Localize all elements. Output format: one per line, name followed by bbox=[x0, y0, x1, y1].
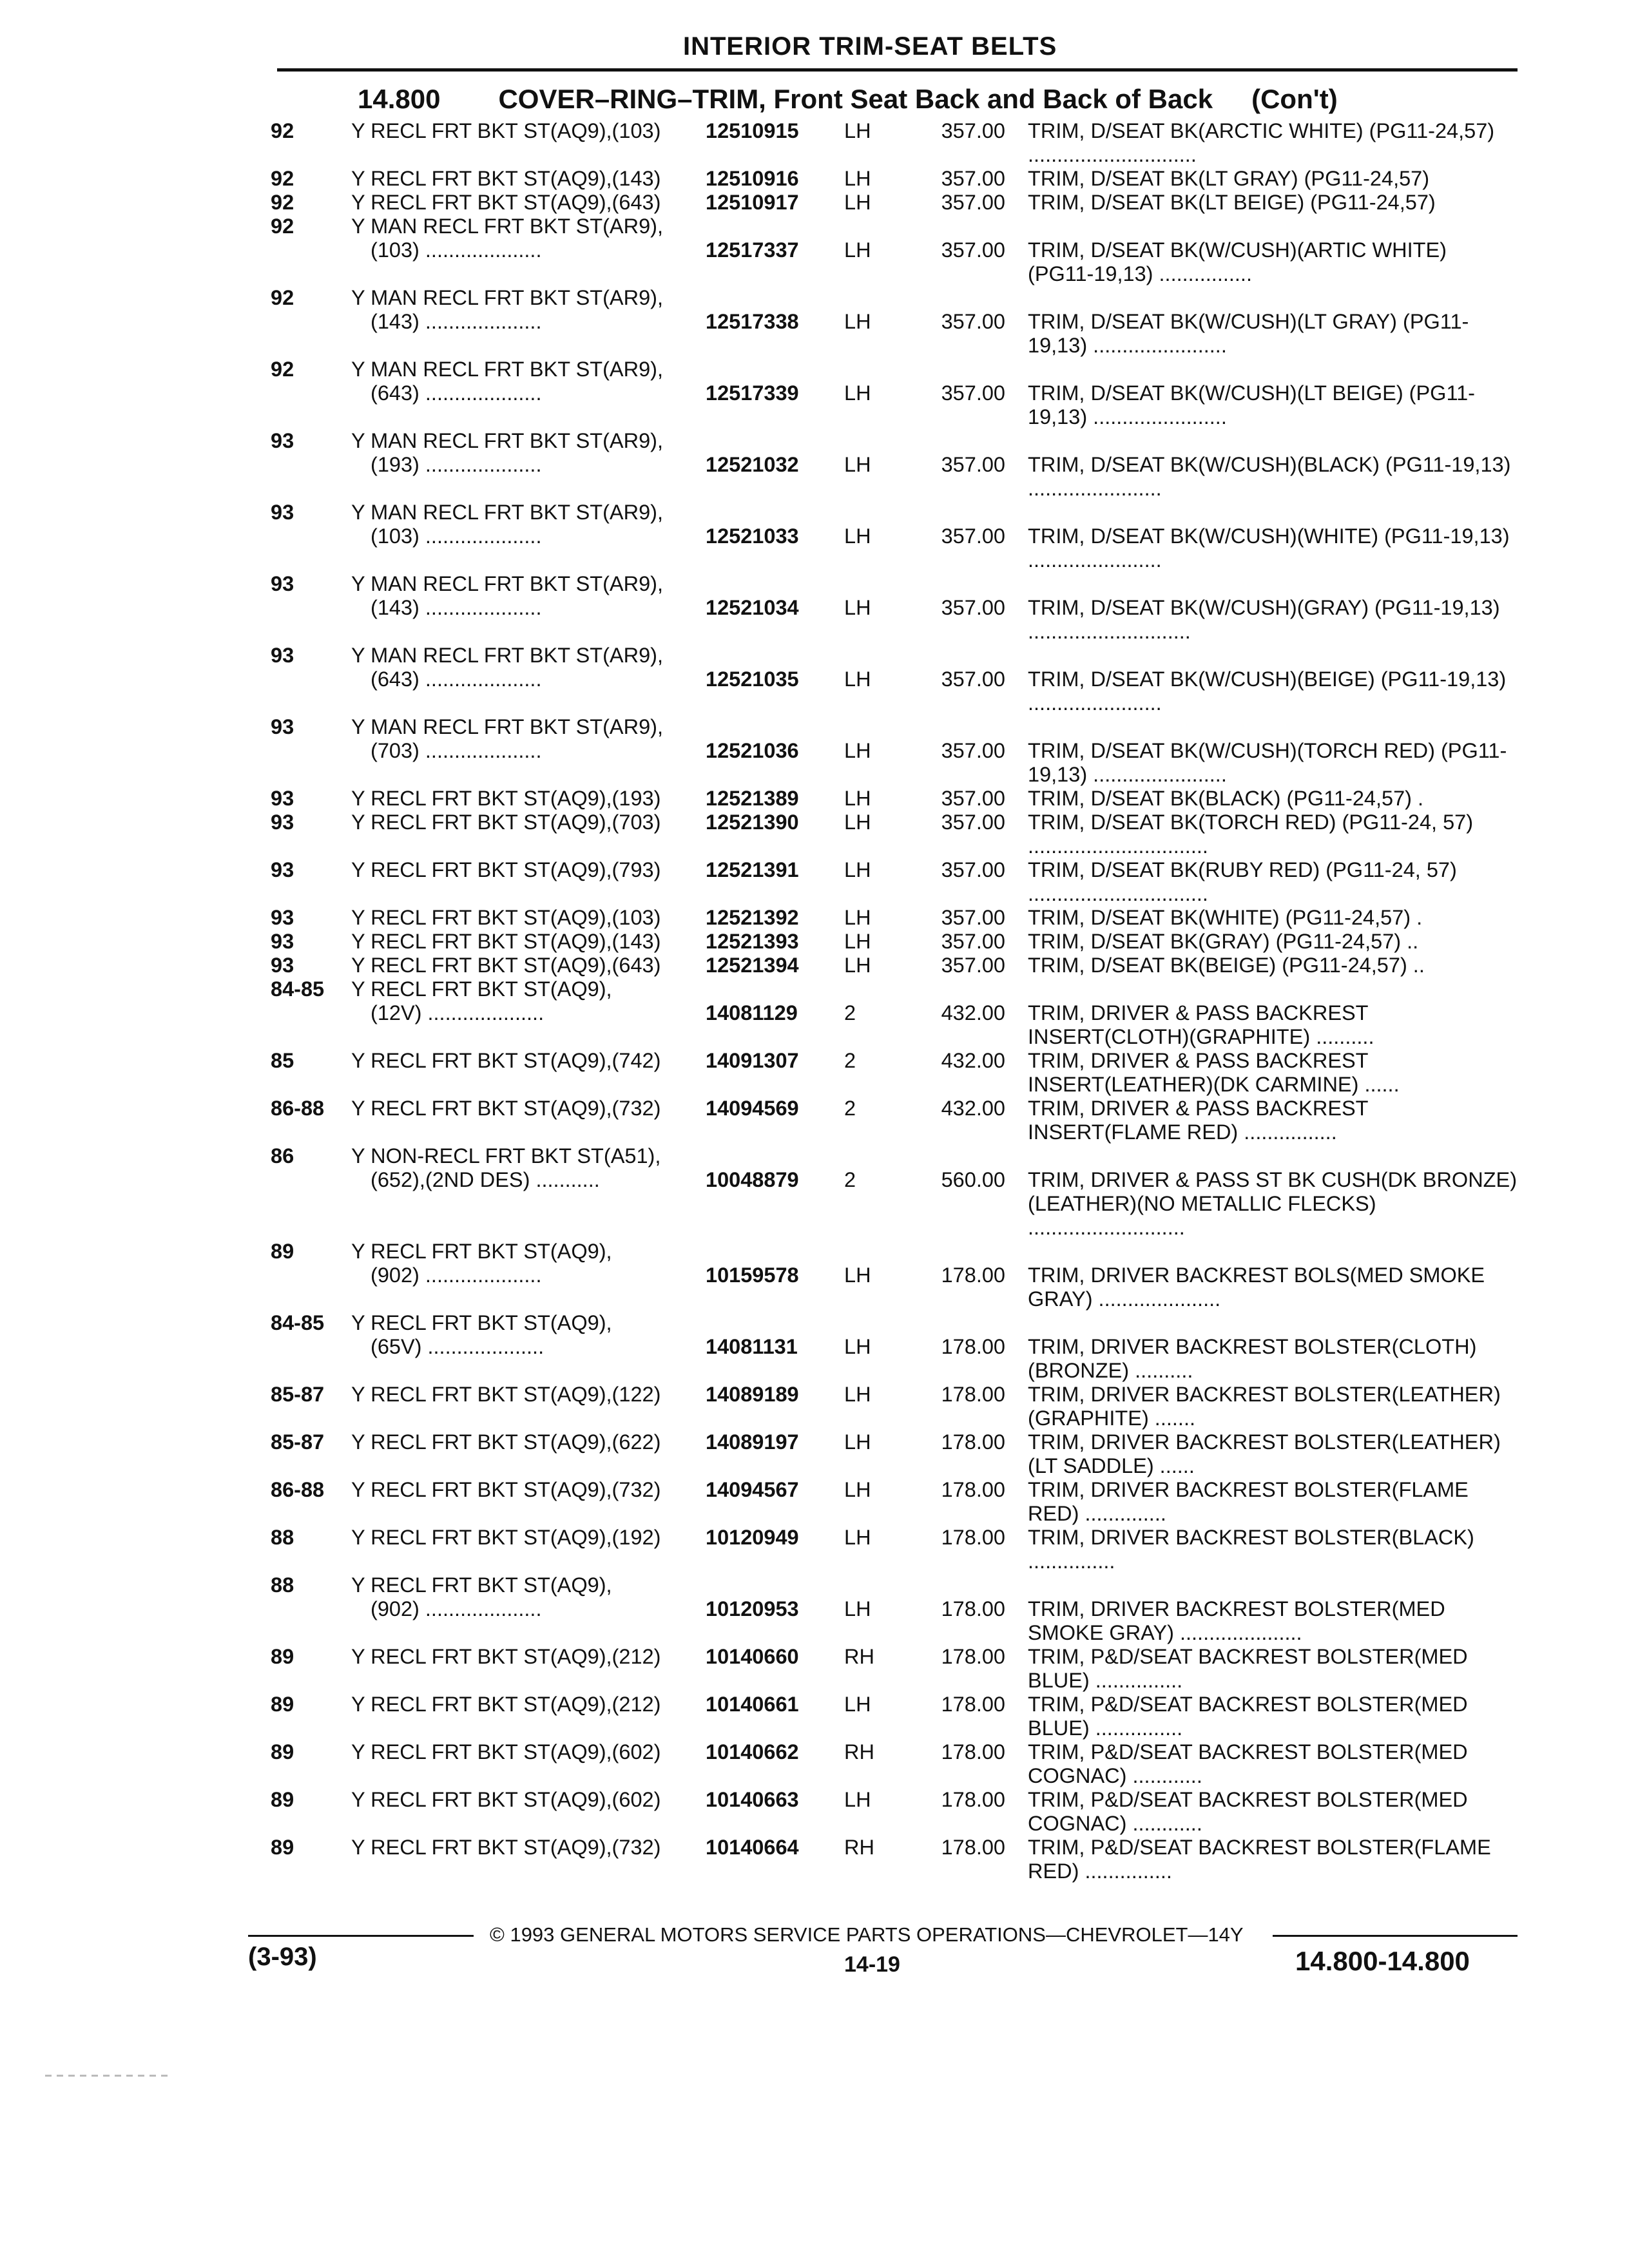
part-number: 14089197 bbox=[706, 1430, 799, 1454]
quantity: LH bbox=[844, 1788, 871, 1811]
usage-line: (703) .................... bbox=[371, 739, 542, 762]
price: 357.00 bbox=[941, 310, 1005, 333]
price: 178.00 bbox=[941, 1645, 1005, 1668]
quantity: RH bbox=[844, 1645, 874, 1668]
table-row bbox=[0, 858, 1629, 906]
part-number: 12521394 bbox=[706, 954, 799, 977]
table-row bbox=[0, 1740, 1629, 1788]
section-number: 14.800 bbox=[358, 84, 441, 114]
quantity: LH bbox=[844, 596, 871, 619]
price: 357.00 bbox=[941, 930, 1005, 953]
part-name: TRIM, D/SEAT BK(BLACK) (PG11-24,57) . bbox=[1028, 787, 1424, 810]
usage-line: Y RECL FRT BKT ST(AQ9),(703) bbox=[351, 811, 661, 834]
usage-line: Y MAN RECL FRT BKT ST(AR9), bbox=[351, 286, 663, 309]
part-number: 12521036 bbox=[706, 739, 799, 762]
part-number: 12521034 bbox=[706, 596, 799, 619]
price: 178.00 bbox=[941, 1526, 1005, 1549]
part-name: TRIM, D/SEAT BK(W/CUSH)(GRAY) (PG11-19,13) ............................ bbox=[1028, 596, 1506, 643]
quantity: LH bbox=[844, 191, 871, 214]
table-row bbox=[0, 358, 1629, 429]
usage-line: (12V) .................... bbox=[371, 1001, 545, 1024]
table-row bbox=[0, 1573, 1629, 1645]
model-year: 84-85 bbox=[271, 977, 325, 1001]
table-row bbox=[0, 954, 1629, 977]
price: 357.00 bbox=[941, 906, 1005, 929]
model-year: 89 bbox=[271, 1788, 294, 1811]
model-year: 93 bbox=[271, 930, 294, 953]
parts-list bbox=[0, 119, 1629, 1883]
quantity: LH bbox=[844, 1430, 871, 1454]
part-number: 10140663 bbox=[706, 1788, 799, 1811]
table-row bbox=[0, 191, 1629, 215]
price: 357.00 bbox=[941, 381, 1005, 405]
table-row bbox=[0, 1144, 1629, 1240]
price: 178.00 bbox=[941, 1264, 1005, 1287]
usage-description bbox=[351, 1573, 699, 1621]
price: 357.00 bbox=[941, 596, 1005, 619]
usage-line: Y RECL FRT BKT ST(AQ9),(742) bbox=[351, 1049, 661, 1072]
usage-line: Y MAN RECL FRT BKT ST(AR9), bbox=[351, 429, 663, 452]
usage-description bbox=[351, 954, 699, 977]
part-number: 12510916 bbox=[706, 167, 799, 190]
usage-description bbox=[351, 858, 699, 882]
part-name: TRIM, DRIVER BACKREST BOLSTER(FLAME RED) .............. bbox=[1028, 1478, 1474, 1525]
table-row bbox=[0, 1430, 1629, 1478]
model-year: 92 bbox=[271, 119, 294, 142]
part-name: TRIM, P&D/SEAT BACKREST BOLSTER(FLAME RED) ............... bbox=[1028, 1836, 1497, 1883]
model-year: 85-87 bbox=[271, 1430, 325, 1454]
usage-description bbox=[351, 1240, 699, 1287]
price: 357.00 bbox=[941, 453, 1005, 476]
quantity: LH bbox=[844, 858, 871, 881]
part-name: TRIM, D/SEAT BK(LT BEIGE) (PG11-24,57) bbox=[1028, 191, 1436, 214]
part-number: 10159578 bbox=[706, 1264, 799, 1287]
part-name: TRIM, DRIVER BACKREST BOLSTER(CLOTH)(BRONZE) .......... bbox=[1028, 1335, 1477, 1382]
price: 357.00 bbox=[941, 739, 1005, 762]
quantity: LH bbox=[844, 119, 871, 142]
table-row bbox=[0, 930, 1629, 954]
table-row bbox=[0, 1693, 1629, 1740]
usage-line: Y RECL FRT BKT ST(AQ9),(622) bbox=[351, 1430, 661, 1454]
quantity: LH bbox=[844, 1335, 871, 1358]
price: 432.00 bbox=[941, 1001, 1005, 1024]
page-number: 14-19 bbox=[844, 1952, 900, 1977]
usage-description bbox=[351, 1478, 699, 1502]
part-name: TRIM, P&D/SEAT BACKREST BOLSTER(MED BLUE) ............... bbox=[1028, 1645, 1474, 1692]
quantity: LH bbox=[844, 238, 871, 262]
part-name: TRIM, D/SEAT BK(RUBY RED) (PG11-24, 57) ............................... bbox=[1028, 858, 1463, 905]
usage-description bbox=[351, 1526, 699, 1550]
usage-line: (643) .................... bbox=[371, 381, 542, 405]
quantity: LH bbox=[844, 668, 871, 691]
usage-line: Y RECL FRT BKT ST(AQ9), bbox=[351, 977, 612, 1001]
model-year: 92 bbox=[271, 286, 294, 309]
quantity: 2 bbox=[844, 1001, 856, 1024]
quantity: LH bbox=[844, 787, 871, 810]
quantity: LH bbox=[844, 1526, 871, 1549]
model-year: 93 bbox=[271, 954, 294, 977]
price: 178.00 bbox=[941, 1335, 1005, 1358]
quantity: LH bbox=[844, 167, 871, 190]
usage-line: Y MAN RECL FRT BKT ST(AR9), bbox=[351, 215, 663, 238]
usage-line: Y RECL FRT BKT ST(AQ9), bbox=[351, 1573, 612, 1597]
quantity: LH bbox=[844, 1264, 871, 1287]
usage-description bbox=[351, 167, 699, 191]
usage-line: Y MAN RECL FRT BKT ST(AR9), bbox=[351, 501, 663, 524]
usage-description bbox=[351, 215, 699, 262]
table-row bbox=[0, 715, 1629, 787]
usage-line: Y RECL FRT BKT ST(AQ9),(732) bbox=[351, 1836, 661, 1859]
price: 357.00 bbox=[941, 238, 1005, 262]
table-row bbox=[0, 906, 1629, 930]
usage-description bbox=[351, 572, 699, 620]
model-year: 88 bbox=[271, 1526, 294, 1549]
usage-description bbox=[351, 501, 699, 548]
part-number: 12521033 bbox=[706, 524, 799, 548]
table-row bbox=[0, 811, 1629, 858]
usage-line: Y MAN RECL FRT BKT ST(AR9), bbox=[351, 715, 663, 738]
table-row bbox=[0, 572, 1629, 644]
usage-line: Y RECL FRT BKT ST(AQ9),(122) bbox=[351, 1383, 661, 1406]
usage-line: Y RECL FRT BKT ST(AQ9),(212) bbox=[351, 1645, 661, 1668]
part-name: TRIM, D/SEAT BK(LT GRAY) (PG11-24,57) bbox=[1028, 167, 1430, 190]
usage-line: Y RECL FRT BKT ST(AQ9),(643) bbox=[351, 191, 661, 214]
part-name: TRIM, P&D/SEAT BACKREST BOLSTER(MED COGNAC) ............ bbox=[1028, 1788, 1474, 1835]
table-row bbox=[0, 286, 1629, 358]
part-number: 12521390 bbox=[706, 811, 799, 834]
quantity: LH bbox=[844, 524, 871, 548]
table-row bbox=[0, 1526, 1629, 1573]
usage-line: (103) .................... bbox=[371, 524, 542, 548]
usage-description bbox=[351, 358, 699, 405]
part-name: TRIM, DRIVER BACKREST BOLS(MED SMOKE GRAY) ..................... bbox=[1028, 1264, 1491, 1311]
section-heading bbox=[358, 84, 1338, 115]
part-number: 14094567 bbox=[706, 1478, 799, 1501]
quantity: LH bbox=[844, 1383, 871, 1406]
model-year: 85-87 bbox=[271, 1383, 325, 1406]
part-name: TRIM, DRIVER & PASS BACKREST INSERT(FLAME RED) ................ bbox=[1028, 1097, 1374, 1144]
part-number: 10140664 bbox=[706, 1836, 799, 1859]
copyright-line: © 1993 GENERAL MOTORS SERVICE PARTS OPERATIONS—CHEVROLET—14Y bbox=[490, 1923, 1244, 1946]
usage-line: Y MAN RECL FRT BKT ST(AR9), bbox=[351, 358, 663, 381]
part-number: 10140661 bbox=[706, 1693, 799, 1716]
part-number: 10120953 bbox=[706, 1597, 799, 1620]
model-year: 93 bbox=[271, 811, 294, 834]
usage-description bbox=[351, 1836, 699, 1860]
usage-line: (193) .................... bbox=[371, 453, 542, 476]
part-name: TRIM, D/SEAT BK(ARCTIC WHITE) (PG11-24,57) ............................. bbox=[1028, 119, 1501, 166]
part-name: TRIM, D/SEAT BK(BEIGE) (PG11-24,57) .. bbox=[1028, 954, 1425, 977]
usage-description bbox=[351, 1383, 699, 1407]
quantity: LH bbox=[844, 453, 871, 476]
price: 178.00 bbox=[941, 1693, 1005, 1716]
part-name: TRIM, D/SEAT BK(W/CUSH)(LT GRAY) (PG11-19,13) ....................... bbox=[1028, 310, 1469, 357]
part-name: TRIM, DRIVER BACKREST BOLSTER(MED SMOKE GRAY) ..................... bbox=[1028, 1597, 1451, 1644]
usage-description bbox=[351, 930, 699, 954]
part-name: TRIM, D/SEAT BK(WHITE) (PG11-24,57) . bbox=[1028, 906, 1423, 929]
usage-line: (65V) .................... bbox=[371, 1335, 545, 1358]
usage-description bbox=[351, 1430, 699, 1454]
price: 178.00 bbox=[941, 1788, 1005, 1811]
table-row bbox=[0, 1645, 1629, 1693]
model-year: 93 bbox=[271, 644, 294, 667]
usage-line: Y RECL FRT BKT ST(AQ9),(212) bbox=[351, 1693, 661, 1716]
part-name: TRIM, DRIVER & PASS BACKREST INSERT(CLOTH)(GRAPHITE) .......... bbox=[1028, 1001, 1374, 1048]
part-number: 12517339 bbox=[706, 381, 799, 405]
model-year: 89 bbox=[271, 1645, 294, 1668]
part-name: TRIM, P&D/SEAT BACKREST BOLSTER(MED COGNAC) ............ bbox=[1028, 1740, 1474, 1787]
usage-description bbox=[351, 644, 699, 691]
usage-line: Y RECL FRT BKT ST(AQ9),(192) bbox=[351, 1526, 661, 1549]
scan-speck bbox=[45, 2075, 168, 2077]
usage-description bbox=[351, 286, 699, 334]
part-number: 14089189 bbox=[706, 1383, 799, 1406]
usage-line: (652),(2ND DES) ........... bbox=[371, 1168, 600, 1191]
usage-line: (143) .................... bbox=[371, 596, 542, 619]
usage-description bbox=[351, 1049, 699, 1073]
section-title: COVER–RING–TRIM, Front Seat Back and Back of Back bbox=[498, 84, 1213, 114]
footer-rule-left bbox=[248, 1935, 474, 1937]
usage-description bbox=[351, 811, 699, 834]
table-row bbox=[0, 1788, 1629, 1836]
usage-line: Y MAN RECL FRT BKT ST(AR9), bbox=[351, 644, 663, 667]
table-row bbox=[0, 429, 1629, 501]
usage-description bbox=[351, 1645, 699, 1669]
usage-description bbox=[351, 906, 699, 930]
part-number: 14081129 bbox=[706, 1001, 798, 1024]
model-year: 92 bbox=[271, 191, 294, 214]
table-row bbox=[0, 1383, 1629, 1430]
quantity: LH bbox=[844, 811, 871, 834]
model-year: 85 bbox=[271, 1049, 294, 1072]
part-name: TRIM, D/SEAT BK(W/CUSH)(TORCH RED) (PG11-19,13) ....................... bbox=[1028, 739, 1507, 786]
part-name: TRIM, D/SEAT BK(W/CUSH)(WHITE) (PG11-19,13) ....................... bbox=[1028, 524, 1516, 572]
usage-line: Y RECL FRT BKT ST(AQ9),(732) bbox=[351, 1478, 661, 1501]
section-continued: (Con't) bbox=[1251, 84, 1338, 114]
table-row bbox=[0, 787, 1629, 811]
usage-line: Y RECL FRT BKT ST(AQ9),(793) bbox=[351, 858, 661, 881]
part-name: TRIM, D/SEAT BK(GRAY) (PG11-24,57) .. bbox=[1028, 930, 1419, 953]
part-name: TRIM, P&D/SEAT BACKREST BOLSTER(MED BLUE) ............... bbox=[1028, 1693, 1474, 1740]
table-row bbox=[0, 1311, 1629, 1383]
usage-description bbox=[351, 1097, 699, 1120]
part-name: TRIM, D/SEAT BK(TORCH RED) (PG11-24, 57) ............................... bbox=[1028, 811, 1480, 858]
table-row bbox=[0, 1478, 1629, 1526]
part-number: 12521393 bbox=[706, 930, 799, 953]
quantity: LH bbox=[844, 930, 871, 953]
model-year: 86-88 bbox=[271, 1097, 325, 1120]
model-year: 88 bbox=[271, 1573, 294, 1597]
part-number: 10140660 bbox=[706, 1645, 799, 1668]
usage-line: Y RECL FRT BKT ST(AQ9),(103) bbox=[351, 906, 661, 929]
header-rule bbox=[277, 68, 1518, 72]
usage-description bbox=[351, 715, 699, 763]
quantity: LH bbox=[844, 310, 871, 333]
model-year: 93 bbox=[271, 715, 294, 738]
usage-line: Y RECL FRT BKT ST(AQ9),(103) bbox=[351, 119, 661, 142]
part-number: 12521035 bbox=[706, 668, 799, 691]
part-number: 10120949 bbox=[706, 1526, 799, 1549]
price: 178.00 bbox=[941, 1383, 1005, 1406]
quantity: LH bbox=[844, 381, 871, 405]
footer-rule-right bbox=[1273, 1935, 1518, 1937]
quantity: LH bbox=[844, 739, 871, 762]
price: 178.00 bbox=[941, 1478, 1005, 1501]
usage-description bbox=[351, 977, 699, 1025]
quantity: RH bbox=[844, 1836, 874, 1859]
quantity: LH bbox=[844, 1693, 871, 1716]
part-number: 12521032 bbox=[706, 453, 799, 476]
part-number: 12510915 bbox=[706, 119, 799, 142]
usage-description bbox=[351, 1788, 699, 1812]
part-name: TRIM, DRIVER BACKREST BOLSTER(LEATHER)(GRAPHITE) ....... bbox=[1028, 1383, 1501, 1430]
table-row bbox=[0, 1049, 1629, 1097]
table-row bbox=[0, 644, 1629, 715]
table-row bbox=[0, 1836, 1629, 1883]
part-name: TRIM, D/SEAT BK(W/CUSH)(BEIGE) (PG11-19,13) ....................... bbox=[1028, 668, 1512, 715]
part-name: TRIM, DRIVER BACKREST BOLSTER(LEATHER)(LT SADDLE) ...... bbox=[1028, 1430, 1501, 1477]
usage-line: (902) .................... bbox=[371, 1264, 542, 1287]
quantity: RH bbox=[844, 1740, 874, 1763]
model-year: 92 bbox=[271, 215, 294, 238]
part-name: TRIM, DRIVER & PASS BACKREST INSERT(LEATHER)(DK CARMINE) ...... bbox=[1028, 1049, 1400, 1096]
price: 178.00 bbox=[941, 1836, 1005, 1859]
price: 357.00 bbox=[941, 119, 1005, 142]
price: 357.00 bbox=[941, 811, 1005, 834]
model-year: 92 bbox=[271, 167, 294, 190]
part-number: 12517338 bbox=[706, 310, 799, 333]
part-name: TRIM, DRIVER BACKREST BOLSTER(BLACK) ............... bbox=[1028, 1526, 1480, 1573]
model-year: 86-88 bbox=[271, 1478, 325, 1501]
usage-description bbox=[351, 787, 699, 811]
usage-line: (103) .................... bbox=[371, 238, 542, 262]
model-year: 93 bbox=[271, 906, 294, 929]
part-number: 12521391 bbox=[706, 858, 799, 881]
table-row bbox=[0, 215, 1629, 286]
table-row bbox=[0, 1240, 1629, 1311]
quantity: LH bbox=[844, 1478, 871, 1501]
usage-line: Y RECL FRT BKT ST(AQ9),(143) bbox=[351, 167, 661, 190]
table-row bbox=[0, 1097, 1629, 1144]
usage-description bbox=[351, 1740, 699, 1764]
price: 178.00 bbox=[941, 1430, 1005, 1454]
price: 357.00 bbox=[941, 191, 1005, 214]
usage-line: Y RECL FRT BKT ST(AQ9),(732) bbox=[351, 1097, 661, 1120]
price: 357.00 bbox=[941, 858, 1005, 881]
section-range: 14.800-14.800 bbox=[1295, 1946, 1470, 1976]
price: 432.00 bbox=[941, 1049, 1005, 1072]
part-number: 14091307 bbox=[706, 1049, 799, 1072]
usage-line: Y RECL FRT BKT ST(AQ9),(602) bbox=[351, 1740, 661, 1763]
quantity: LH bbox=[844, 906, 871, 929]
part-number: 10048879 bbox=[706, 1168, 799, 1191]
usage-description bbox=[351, 191, 699, 215]
model-year: 93 bbox=[271, 787, 294, 810]
model-year: 92 bbox=[271, 358, 294, 381]
part-number: 12510917 bbox=[706, 191, 799, 214]
quantity: 2 bbox=[844, 1097, 856, 1120]
model-year: 89 bbox=[271, 1836, 294, 1859]
price: 432.00 bbox=[941, 1097, 1005, 1120]
part-number: 10140662 bbox=[706, 1740, 799, 1763]
usage-line: Y RECL FRT BKT ST(AQ9), bbox=[351, 1311, 612, 1334]
price: 357.00 bbox=[941, 167, 1005, 190]
price: 178.00 bbox=[941, 1740, 1005, 1763]
usage-description bbox=[351, 119, 699, 143]
part-number: 12521392 bbox=[706, 906, 799, 929]
usage-line: (143) .................... bbox=[371, 310, 542, 333]
model-year: 93 bbox=[271, 429, 294, 452]
usage-line: Y RECL FRT BKT ST(AQ9),(602) bbox=[351, 1788, 661, 1811]
usage-description bbox=[351, 1311, 699, 1359]
model-year: 93 bbox=[271, 858, 294, 881]
usage-line: (643) .................... bbox=[371, 668, 542, 691]
price: 357.00 bbox=[941, 524, 1005, 548]
price: 357.00 bbox=[941, 787, 1005, 810]
part-name: TRIM, D/SEAT BK(W/CUSH)(BLACK) (PG11-19,13) ....................... bbox=[1028, 453, 1517, 500]
model-year: 89 bbox=[271, 1240, 294, 1263]
model-year: 84-85 bbox=[271, 1311, 325, 1334]
model-year: 86 bbox=[271, 1144, 294, 1168]
quantity: 2 bbox=[844, 1049, 856, 1072]
model-year: 93 bbox=[271, 572, 294, 595]
table-row bbox=[0, 501, 1629, 572]
part-name: TRIM, D/SEAT BK(W/CUSH)(LT BEIGE) (PG11-19,13) ....................... bbox=[1028, 381, 1476, 428]
usage-line: Y MAN RECL FRT BKT ST(AR9), bbox=[351, 572, 663, 595]
price: 560.00 bbox=[941, 1168, 1005, 1191]
model-year: 89 bbox=[271, 1693, 294, 1716]
part-name: TRIM, DRIVER & PASS ST BK CUSH(DK BRONZE)(LEATHER)(NO METALLIC FLECKS) ........................... bbox=[1028, 1168, 1518, 1239]
part-number: 14094569 bbox=[706, 1097, 799, 1120]
quantity: LH bbox=[844, 954, 871, 977]
usage-description bbox=[351, 1144, 699, 1192]
model-year: 93 bbox=[271, 501, 294, 524]
price: 357.00 bbox=[941, 954, 1005, 977]
part-number: 12521389 bbox=[706, 787, 799, 810]
quantity: LH bbox=[844, 1597, 871, 1620]
revision-date: (3-93) bbox=[248, 1943, 317, 1971]
price: 178.00 bbox=[941, 1597, 1005, 1620]
model-year: 89 bbox=[271, 1740, 294, 1763]
part-number: 14081131 bbox=[706, 1335, 798, 1358]
usage-line: Y RECL FRT BKT ST(AQ9),(143) bbox=[351, 930, 661, 953]
quantity: 2 bbox=[844, 1168, 856, 1191]
table-row bbox=[0, 119, 1629, 167]
page-title: INTERIOR TRIM-SEAT BELTS bbox=[683, 32, 1057, 61]
usage-line: Y RECL FRT BKT ST(AQ9),(643) bbox=[351, 954, 661, 977]
usage-description bbox=[351, 429, 699, 477]
usage-description bbox=[351, 1693, 699, 1716]
part-number: 12517337 bbox=[706, 238, 799, 262]
usage-line: Y RECL FRT BKT ST(AQ9), bbox=[351, 1240, 612, 1263]
table-row bbox=[0, 167, 1629, 191]
price: 357.00 bbox=[941, 668, 1005, 691]
table-row bbox=[0, 977, 1629, 1049]
usage-line: (902) .................... bbox=[371, 1597, 542, 1620]
usage-line: Y NON-RECL FRT BKT ST(A51), bbox=[351, 1144, 661, 1168]
usage-line: Y RECL FRT BKT ST(AQ9),(193) bbox=[351, 787, 661, 810]
part-name: TRIM, D/SEAT BK(W/CUSH)(ARTIC WHITE) (PG11-19,13) ................ bbox=[1028, 238, 1453, 285]
